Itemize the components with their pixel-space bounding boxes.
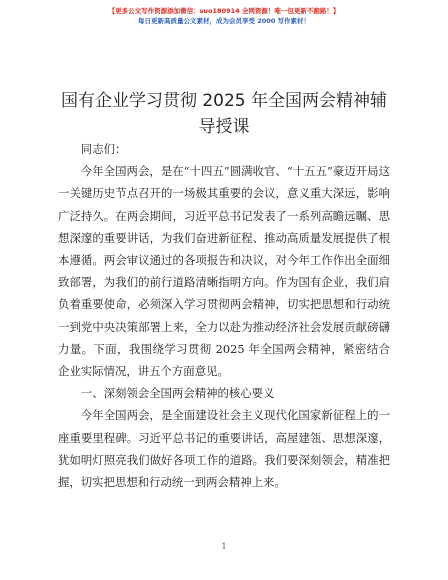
intro-paragraph: 今年全国两会，是在“十四五”圆满收官、“十五五”豪迈开局这一关键历史节点召开的一场极其重要的会议，意义重大深远，影响广泛持久。在两会期间，习近平总书记发表了一系列高瞻远瞩、思想深邃的重要讲话，为我们奋进新征程、推动高质量发展提供了根本遵循。两会审议通过的各项报告和决议，对今年工作作出全面细致部署，为我们的前行道路清晰指明方向。作为国有企业，我们肩负着重要使命，必须深入学习贯彻两会精神，切实把思想和行动统一到党中央决策部署上来，全力以赴为推动经济社会发展贡献磅礴力量。下面，我围绕学习贯彻 2025 年全国两会精神，紧密结合企业实际情况，讲五个方面意见。 <box>58 164 390 379</box>
section-paragraph: 今年全国两会，是全面建设社会主义现代化国家新征程上的一座重要里程碑。习近平总书记的重要讲话，高屋建瓴、思想深邃，犹如明灯照亮我们做好各项工作的道路。我们要深刻领会，精准把握，切实把思想和行动统一到两会精神上来。 <box>58 408 390 490</box>
greeting: 同志们： <box>80 142 127 156</box>
document-body <box>58 138 390 493</box>
promo-banner <box>0 6 448 26</box>
document-title: 国有企业学习贯彻 2025 年全国两会精神辅导授课 <box>60 91 388 137</box>
section-heading: 一、深刻领会全国两会精神的核心要义 <box>80 386 275 401</box>
promo-banner-line-1: 【更多公文写作资源添加微信：suo180914 全网资源！唯一包更新不跑路！】 <box>108 7 340 15</box>
promo-banner-line-2: 每日更新高质量公文素材，成为会员享受 2000 写作素材！ <box>137 17 311 25</box>
page-number: 1 <box>221 542 227 551</box>
